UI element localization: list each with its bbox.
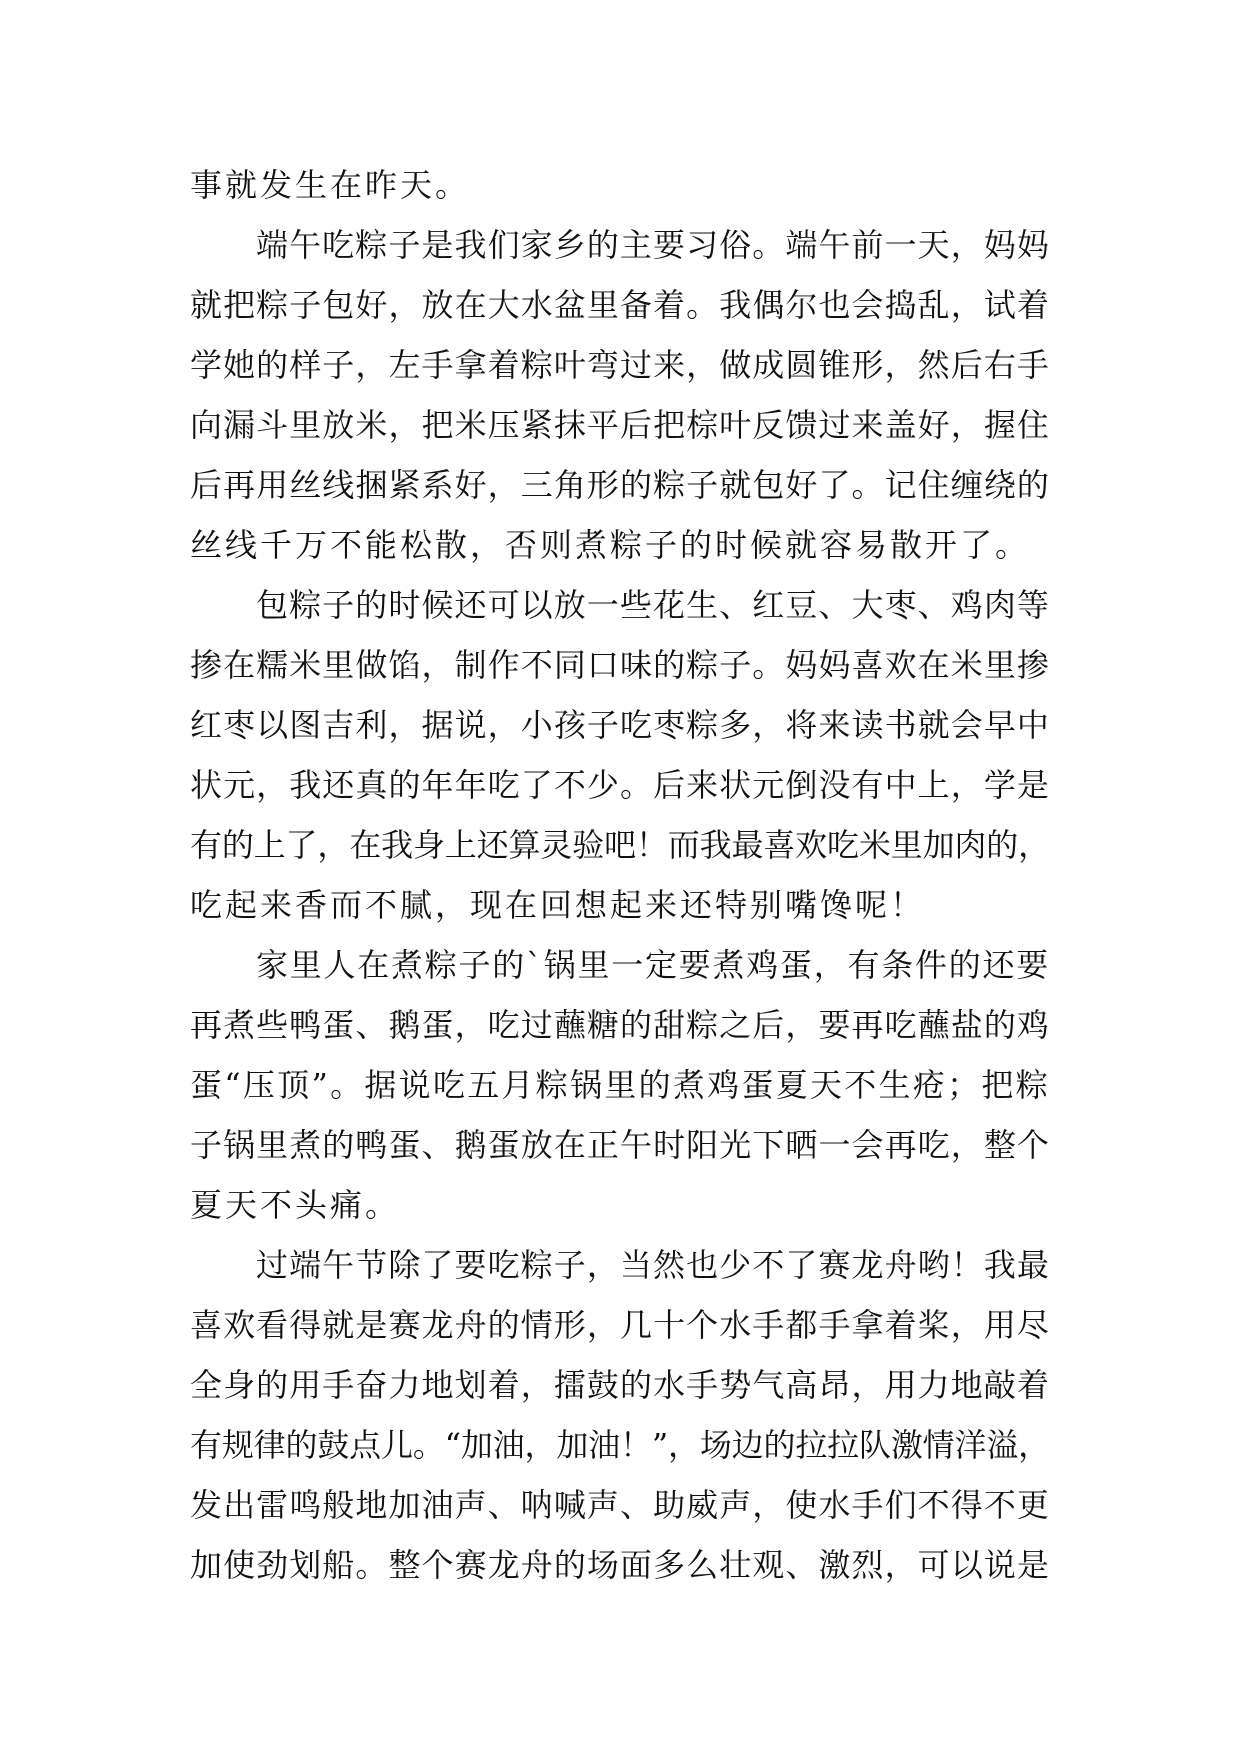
text-line: 加使劲划船。整个赛龙舟的场面多么壮观、激烈，可以说是: [190, 1546, 1050, 1584]
text-line: 吃起来香而不腻，现在回想起来还特别嘴馋呢！: [190, 886, 926, 924]
text-line: 再煮些鸭蛋、鹅蛋，吃过蘸糖的甜粽之后，要再吃蘸盐的鸡: [190, 1006, 1050, 1044]
text-line: 蛋“压顶”。据说吃五月粽锅里的煮鸡蛋夏天不生疮；把粽: [190, 1066, 1050, 1104]
text-line: 全身的用手奋力地划着，擂鼓的水手势气高昂，用力地敲着: [190, 1366, 1050, 1404]
text-line: 向漏斗里放米，把米压紧抹平后把棕叶反馈过来盖好，握住: [190, 406, 1050, 444]
text-line: 丝线千万不能松散，否则煮粽子的时候就容易散开了。: [190, 526, 1031, 564]
text-line: 夏天不头痛。: [190, 1186, 401, 1224]
paragraph-first-line: 端午吃粽子是我们家乡的主要习俗。端午前一天，妈妈: [256, 226, 1050, 264]
text-line: 发出雷鸣般地加油声、呐喊声、助威声，使水手们不得不更: [190, 1486, 1050, 1524]
text-line: 有规律的鼓点儿。“加油，加油！”，场边的拉拉队激情洋溢，: [190, 1426, 1050, 1464]
paragraph-first-line: 过端午节除了要吃粽子，当然也少不了赛龙舟哟！我最: [256, 1246, 1050, 1284]
paragraph-first-line: 包粽子的时候还可以放一些花生、红豆、大枣、鸡肉等: [256, 586, 1050, 624]
text-line: 后再用丝线捆紧系好，三角形的粽子就包好了。记住缠绕的: [190, 466, 1050, 504]
text-line: 学她的样子，左手拿着粽叶弯过来，做成圆锥形，然后右手: [190, 346, 1050, 384]
text-line: 事就发生在昨天。: [190, 166, 471, 204]
text-line: 有的上了，在我身上还算灵验吧！而我最喜欢吃米里加肉的，: [190, 826, 1050, 864]
paragraph-first-line: 家里人在煮粽子的`锅里一定要煮鸡蛋，有条件的还要: [256, 946, 1050, 984]
text-line: 红枣以图吉利，据说，小孩子吃枣粽多，将来读书就会早中: [190, 706, 1050, 744]
text-line: 子锅里煮的鸭蛋、鹅蛋放在正午时阳光下晒一会再吃，整个: [190, 1126, 1050, 1164]
text-line: 喜欢看得就是赛龙舟的情形，几十个水手都手拿着桨，用尽: [190, 1306, 1050, 1344]
text-line: 状元，我还真的年年吃了不少。后来状元倒没有中上，学是: [190, 766, 1050, 804]
text-line: 掺在糯米里做馅，制作不同口味的粽子。妈妈喜欢在米里掺: [190, 646, 1050, 684]
document-body: [190, 155, 1050, 1595]
text-line: 就把粽子包好，放在大水盆里备着。我偶尔也会捣乱，试着: [190, 286, 1050, 324]
